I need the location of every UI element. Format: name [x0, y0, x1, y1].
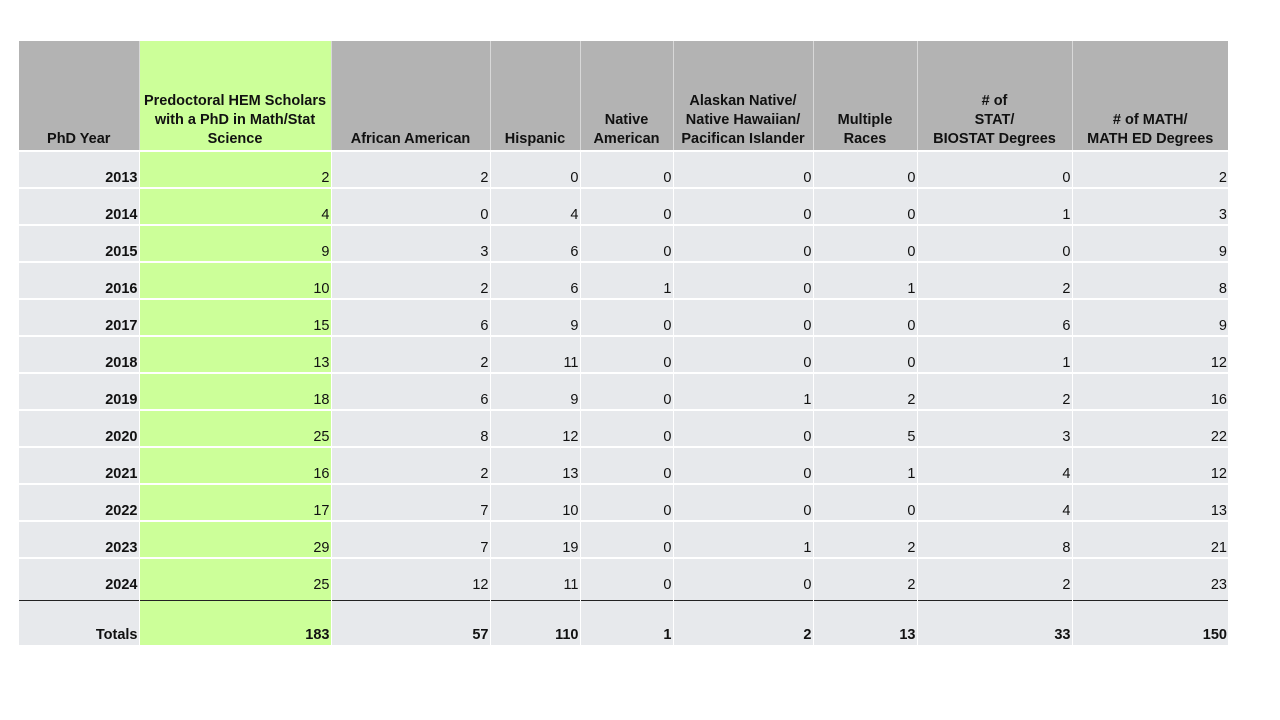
cell-predoctoral-scholars: 17: [139, 484, 331, 521]
cell-african-american: 2: [331, 336, 490, 373]
cell-alaskan-native-hawaiian-pacific: 1: [673, 373, 813, 410]
cell-native-american: 0: [580, 336, 673, 373]
cell-african-american: 7: [331, 484, 490, 521]
cell-african-american: 2: [331, 262, 490, 299]
cell-phd-year: 2020: [19, 410, 139, 447]
cell-alaskan-native-hawaiian-pacific: 0: [673, 262, 813, 299]
cell-alaskan-native-hawaiian-pacific: 1: [673, 521, 813, 558]
cell-multiple-races: 2: [813, 373, 917, 410]
cell-alaskan-native-hawaiian-pacific: 2: [673, 601, 813, 646]
cell-phd-year: 2022: [19, 484, 139, 521]
cell-hispanic: 11: [490, 336, 580, 373]
cell-multiple-races: 1: [813, 447, 917, 484]
cell-phd-year: 2015: [19, 225, 139, 262]
cell-predoctoral-scholars: 9: [139, 225, 331, 262]
cell-native-american: 1: [580, 262, 673, 299]
header-native-american: Native American: [580, 41, 673, 151]
cell-math-math-ed-degrees: 150: [1072, 601, 1228, 646]
header-row: [19, 41, 1228, 151]
cell-native-american: 0: [580, 299, 673, 336]
header-predoctoral-scholars: Predoctoral HEM Scholars with a PhD in Math/Stat Science: [139, 41, 331, 151]
cell-phd-year: 2016: [19, 262, 139, 299]
cell-african-american: 57: [331, 601, 490, 646]
cell-native-american: 0: [580, 447, 673, 484]
cell-alaskan-native-hawaiian-pacific: 0: [673, 447, 813, 484]
cell-alaskan-native-hawaiian-pacific: 0: [673, 410, 813, 447]
header-african-american: African American: [331, 41, 490, 151]
cell-hispanic: 0: [490, 151, 580, 188]
cell-hispanic: 4: [490, 188, 580, 225]
cell-hispanic: 12: [490, 410, 580, 447]
cell-stat-biostat-degrees: 0: [917, 225, 1072, 262]
cell-multiple-races: 0: [813, 188, 917, 225]
cell-hispanic: 9: [490, 373, 580, 410]
table-row: [19, 188, 1228, 225]
cell-african-american: 6: [331, 299, 490, 336]
cell-predoctoral-scholars: 25: [139, 410, 331, 447]
cell-african-american: 0: [331, 188, 490, 225]
cell-alaskan-native-hawaiian-pacific: 0: [673, 151, 813, 188]
cell-alaskan-native-hawaiian-pacific: 0: [673, 299, 813, 336]
cell-phd-year: 2023: [19, 521, 139, 558]
cell-stat-biostat-degrees: 4: [917, 484, 1072, 521]
cell-predoctoral-scholars: 29: [139, 521, 331, 558]
cell-phd-year: 2014: [19, 188, 139, 225]
cell-african-american: 2: [331, 447, 490, 484]
cell-phd-year: 2019: [19, 373, 139, 410]
cell-native-american: 1: [580, 601, 673, 646]
cell-phd-year: Totals: [19, 601, 139, 646]
cell-phd-year: 2013: [19, 151, 139, 188]
cell-math-math-ed-degrees: 16: [1072, 373, 1228, 410]
cell-stat-biostat-degrees: 33: [917, 601, 1072, 646]
cell-african-american: 12: [331, 558, 490, 594]
table-row: [19, 262, 1228, 299]
header-alaskan-native-hawaiian-pacific: Alaskan Native/ Native Hawaiian/ Pacifican Islander: [673, 41, 813, 151]
header-stat-biostat-degrees: # of STAT/ BIOSTAT Degrees: [917, 41, 1072, 151]
cell-native-american: 0: [580, 188, 673, 225]
cell-multiple-races: 2: [813, 521, 917, 558]
cell-hispanic: 6: [490, 262, 580, 299]
cell-alaskan-native-hawaiian-pacific: 0: [673, 225, 813, 262]
table-row: [19, 447, 1228, 484]
cell-multiple-races: 1: [813, 262, 917, 299]
table-row: [19, 521, 1228, 558]
cell-alaskan-native-hawaiian-pacific: 0: [673, 484, 813, 521]
cell-stat-biostat-degrees: 6: [917, 299, 1072, 336]
cell-predoctoral-scholars: 2: [139, 151, 331, 188]
cell-stat-biostat-degrees: 1: [917, 336, 1072, 373]
cell-hispanic: 19: [490, 521, 580, 558]
totals-row: [19, 601, 1228, 646]
cell-predoctoral-scholars: 15: [139, 299, 331, 336]
table-row: [19, 558, 1228, 594]
cell-multiple-races: 0: [813, 299, 917, 336]
cell-alaskan-native-hawaiian-pacific: 0: [673, 188, 813, 225]
cell-math-math-ed-degrees: 13: [1072, 484, 1228, 521]
cell-predoctoral-scholars: 25: [139, 558, 331, 594]
cell-stat-biostat-degrees: 3: [917, 410, 1072, 447]
cell-multiple-races: 5: [813, 410, 917, 447]
table-body: [19, 151, 1228, 645]
cell-multiple-races: 0: [813, 484, 917, 521]
cell-predoctoral-scholars: 18: [139, 373, 331, 410]
cell-predoctoral-scholars: 16: [139, 447, 331, 484]
cell-african-american: 2: [331, 151, 490, 188]
cell-stat-biostat-degrees: 1: [917, 188, 1072, 225]
cell-math-math-ed-degrees: 9: [1072, 299, 1228, 336]
cell-math-math-ed-degrees: 9: [1072, 225, 1228, 262]
cell-phd-year: 2021: [19, 447, 139, 484]
header-phd-year: PhD Year: [19, 41, 139, 151]
table-row: [19, 484, 1228, 521]
header-hispanic: Hispanic: [490, 41, 580, 151]
cell-multiple-races: 13: [813, 601, 917, 646]
cell-math-math-ed-degrees: 23: [1072, 558, 1228, 594]
cell-math-math-ed-degrees: 12: [1072, 447, 1228, 484]
cell-native-american: 0: [580, 151, 673, 188]
table-row: [19, 410, 1228, 447]
cell-hispanic: 10: [490, 484, 580, 521]
cell-stat-biostat-degrees: 0: [917, 151, 1072, 188]
table-row: [19, 336, 1228, 373]
table-row: [19, 225, 1228, 262]
cell-hispanic: 11: [490, 558, 580, 594]
cell-predoctoral-scholars: 10: [139, 262, 331, 299]
cell-african-american: 6: [331, 373, 490, 410]
cell-native-american: 0: [580, 225, 673, 262]
cell-multiple-races: 0: [813, 336, 917, 373]
cell-predoctoral-scholars: 183: [139, 601, 331, 646]
cell-african-american: 3: [331, 225, 490, 262]
cell-stat-biostat-degrees: 2: [917, 262, 1072, 299]
cell-stat-biostat-degrees: 2: [917, 373, 1072, 410]
cell-hispanic: 9: [490, 299, 580, 336]
table-row: [19, 299, 1228, 336]
cell-alaskan-native-hawaiian-pacific: 0: [673, 336, 813, 373]
cell-math-math-ed-degrees: 2: [1072, 151, 1228, 188]
cell-math-math-ed-degrees: 3: [1072, 188, 1228, 225]
cell-math-math-ed-degrees: 22: [1072, 410, 1228, 447]
cell-native-american: 0: [580, 558, 673, 594]
cell-multiple-races: 2: [813, 558, 917, 594]
cell-alaskan-native-hawaiian-pacific: 0: [673, 558, 813, 594]
cell-stat-biostat-degrees: 8: [917, 521, 1072, 558]
cell-phd-year: 2024: [19, 558, 139, 594]
cell-native-american: 0: [580, 373, 673, 410]
cell-multiple-races: 0: [813, 151, 917, 188]
phd-data-table: [19, 41, 1228, 645]
cell-phd-year: 2018: [19, 336, 139, 373]
cell-predoctoral-scholars: 4: [139, 188, 331, 225]
cell-stat-biostat-degrees: 4: [917, 447, 1072, 484]
cell-phd-year: 2017: [19, 299, 139, 336]
cell-hispanic: 13: [490, 447, 580, 484]
phd-data-table-container: [19, 41, 1228, 645]
cell-hispanic: 6: [490, 225, 580, 262]
cell-math-math-ed-degrees: 12: [1072, 336, 1228, 373]
cell-predoctoral-scholars: 13: [139, 336, 331, 373]
table-row: [19, 373, 1228, 410]
cell-math-math-ed-degrees: 8: [1072, 262, 1228, 299]
cell-math-math-ed-degrees: 21: [1072, 521, 1228, 558]
cell-native-american: 0: [580, 521, 673, 558]
cell-hispanic: 110: [490, 601, 580, 646]
cell-native-american: 0: [580, 410, 673, 447]
header-math-math-ed-degrees: # of MATH/ MATH ED Degrees: [1072, 41, 1228, 151]
cell-african-american: 7: [331, 521, 490, 558]
header-multiple-races: Multiple Races: [813, 41, 917, 151]
cell-multiple-races: 0: [813, 225, 917, 262]
cell-stat-biostat-degrees: 2: [917, 558, 1072, 594]
table-row: [19, 151, 1228, 188]
cell-african-american: 8: [331, 410, 490, 447]
cell-native-american: 0: [580, 484, 673, 521]
